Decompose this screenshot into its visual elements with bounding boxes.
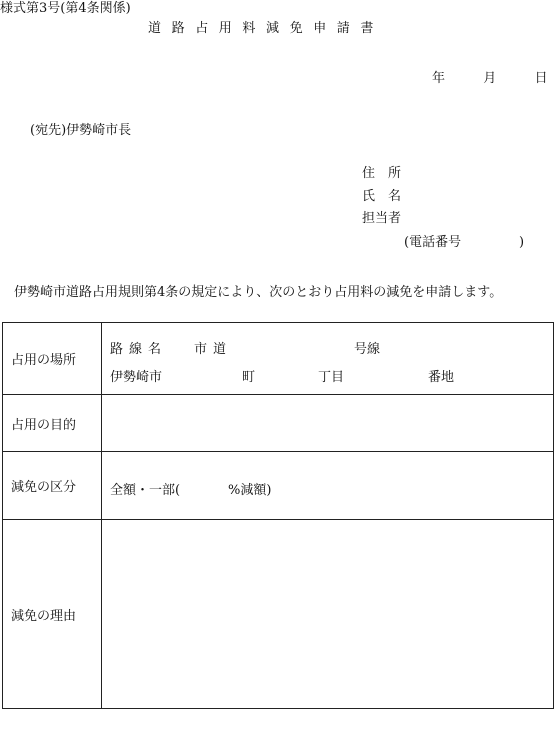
route-name-label: 路線名 [110, 341, 168, 357]
category-option-text: 全額・一部( [110, 482, 181, 498]
application-table [2, 322, 554, 709]
chome-label: 丁目 [318, 369, 345, 385]
table-row-category [3, 452, 554, 520]
date-year-field[interactable]: 年 [432, 71, 446, 86]
reduction-percent-text: %減額) [228, 482, 272, 498]
purpose-label: 占用の目的 [3, 395, 102, 452]
date-line [432, 72, 548, 85]
route-suffix: 号線 [354, 341, 381, 357]
table-row-purpose [3, 395, 554, 452]
phone-number-close: ) [519, 235, 525, 250]
date-month-field[interactable]: 月 [483, 71, 497, 86]
application-statement: 伊勢崎市道路占用規則第4条の規定により、次のとおり占用料の減免を申請します。 [14, 285, 503, 300]
city-label: 伊勢崎市 [110, 369, 163, 385]
reason-label: 減免の理由 [3, 520, 102, 709]
banchi-label: 番地 [428, 369, 455, 385]
address-field[interactable]: 住 所 [362, 166, 402, 181]
purpose-field[interactable] [102, 395, 554, 452]
city-road-label: 市道 [194, 341, 233, 357]
date-day-field[interactable]: 日 [534, 71, 548, 86]
town-label: 町 [242, 369, 256, 385]
recipient: (宛先)伊勢崎市長 [30, 123, 132, 138]
table-row-reason [3, 520, 554, 709]
table-row-location [3, 323, 554, 395]
category-field[interactable] [102, 452, 554, 520]
location-field[interactable] [102, 323, 554, 395]
form-number: 様式第3号(第4条関係) [0, 1, 131, 16]
contact-person-field[interactable]: 担当者 [362, 211, 402, 226]
document-title: 道路占用料減免申請書 [148, 21, 385, 36]
phone-number-field[interactable]: (電話番号 [404, 235, 462, 250]
category-label: 減免の区分 [3, 452, 102, 520]
location-label: 占用の場所 [3, 323, 102, 395]
name-field[interactable]: 氏 名 [362, 189, 402, 204]
reason-field[interactable] [102, 520, 554, 709]
